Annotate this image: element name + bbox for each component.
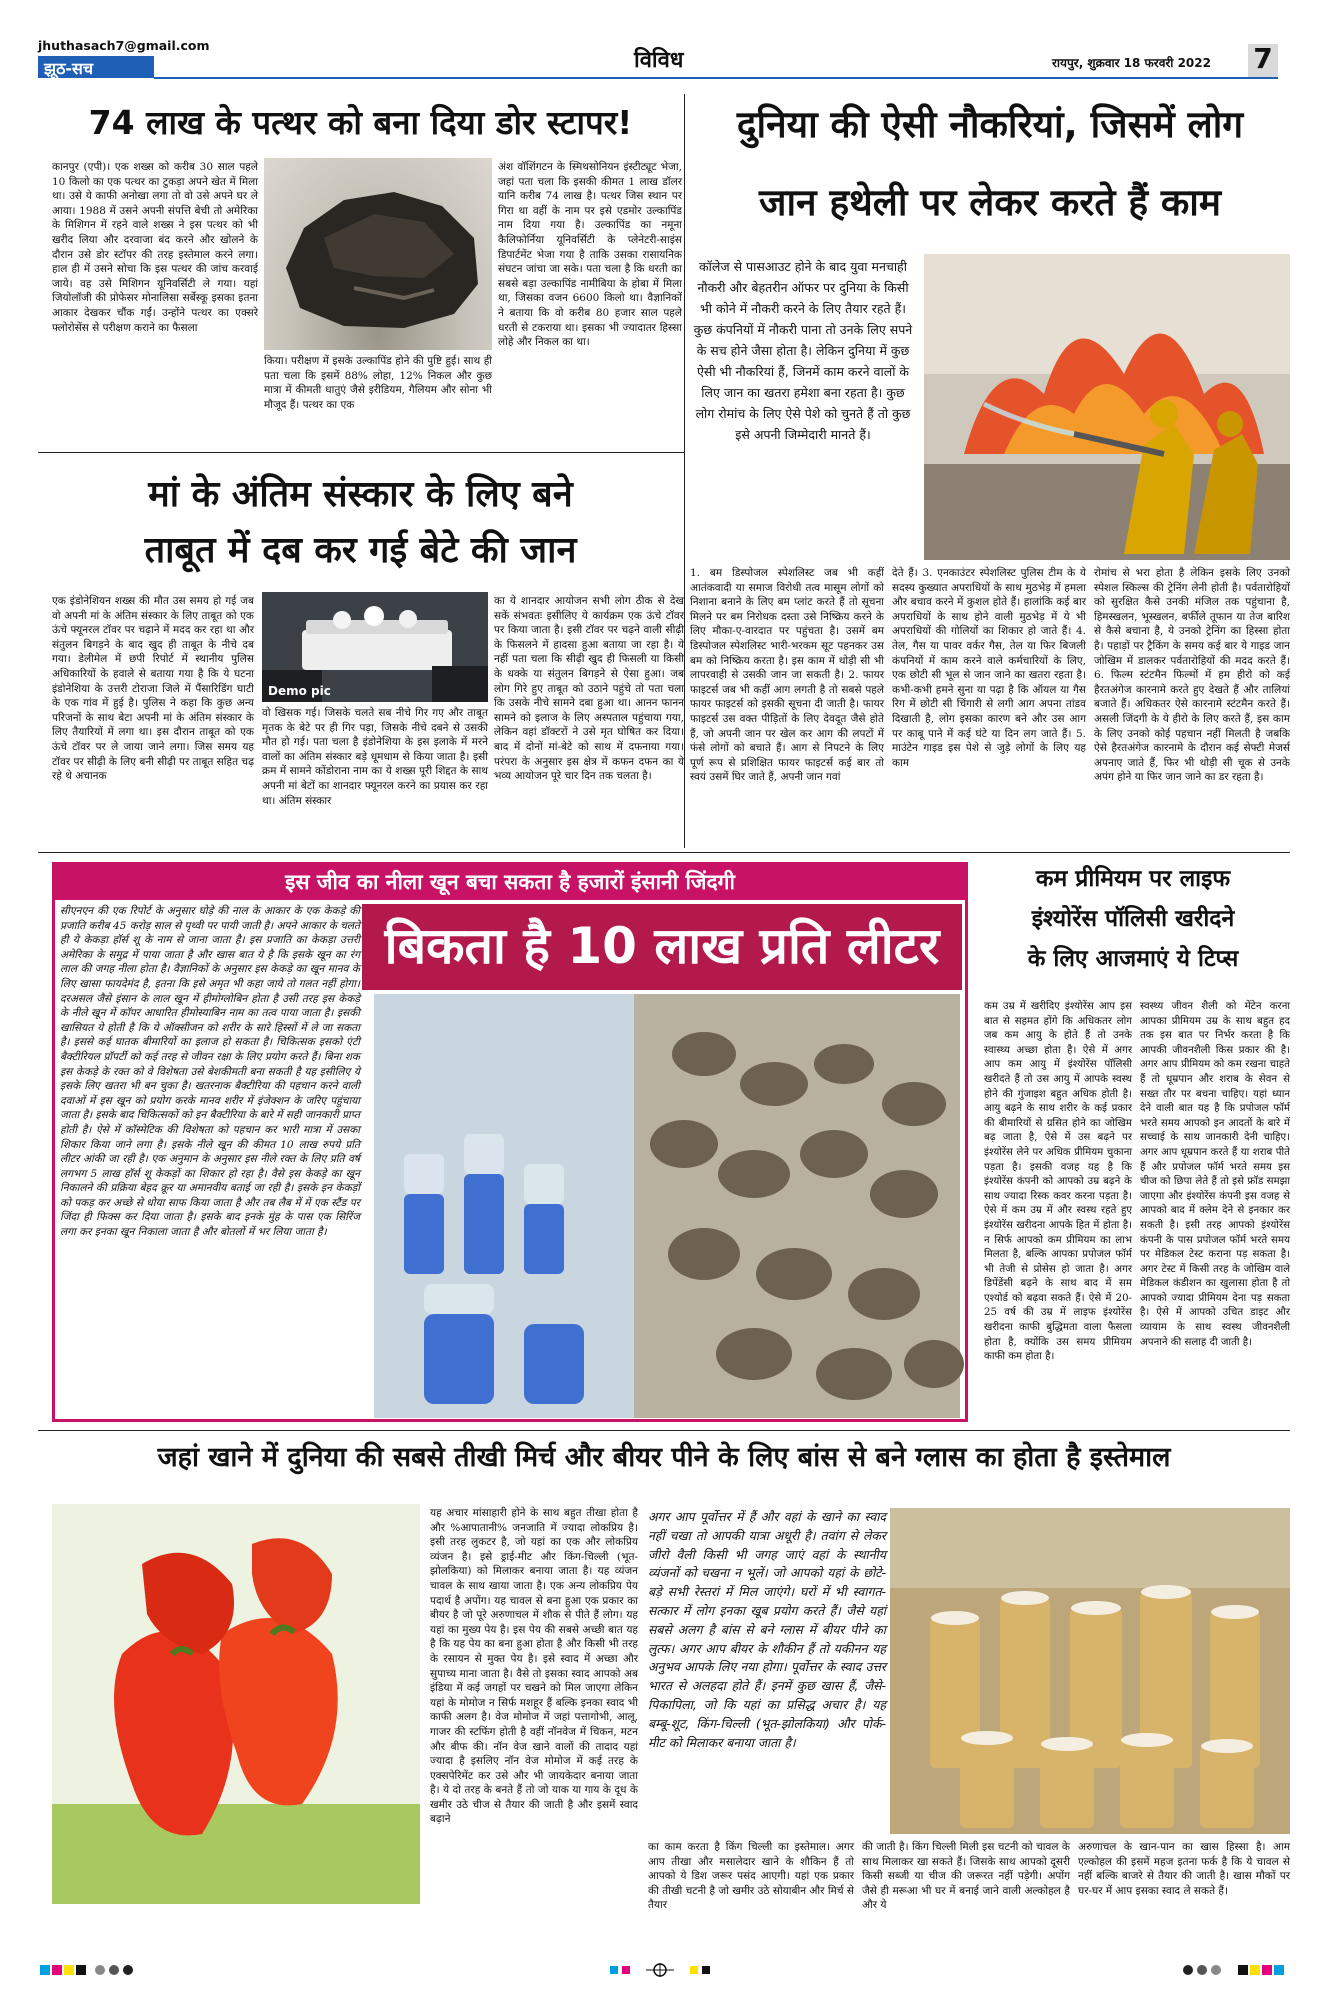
bamboo-glass-photo bbox=[890, 1508, 1290, 1834]
section-name: विविध bbox=[634, 48, 684, 73]
color-bar-icon bbox=[40, 1963, 160, 1977]
a3-intro: कॉलेज से पासआउट होने के बाद युवा मनचाही नौकरी और बेहतरीन ऑफर पर दुनिया के किसी भी कोने में नौकरी करने के लिए तैयार रहते हैं। कुछ कंपनियों में नौकरी पाना तो उनके लिए सपने के सच होने जैसा होता है। लेकिन दुनिया में कुछ ऐसी भी नौकरियां हैं, जिनमें काम करने वालों के लिए जान का खतरा हमेशा बना रहता है। कुछ लोग रोमांच के लिए ऐसे पेशे को चुनते हैं तो कुछ इसे अपनी जिम्मेदारी मानते हैं। bbox=[693, 259, 913, 442]
a5-headline-line1: कम प्रीमियम पर लाइफ bbox=[1035, 866, 1231, 892]
masthead bbox=[0, 0, 1323, 84]
a5-headline-line3: के लिए आजमाएं ये टिप्स bbox=[1027, 946, 1239, 972]
a1-col1: कानपुर (एपी)। एक शख्स को करीब 30 साल पहले 10 किलो का एक पत्थर का टुकड़ा अपने खेत में मिला था। उसे ये काफी अनोखा लगा तो वो उसे अपने घर ले आया। 1988 में उसने अपनी संपत्ति बेची तो अमेरिका के मिशिगन में रहने वाले शख्स ने इस पत्थर को भी खरीद लिया और दरवाजा बंद करने और खोलने के दौरान उसे डोर स्टॉपर की तरह इस्तेमाल करने लगा। हाल ही में उसने सोचा कि इस पत्थर की जांच करवाई जाये। वह उसे मिशिगन यूनिवर्सिटी ले गया। यहां जियोलॉजी की प्रोफेसर मोनालिसा सर्बेस्कू इसका इतना आकार देखकर चौंक गईं। उन्होंने पत्थर का एक्सरे फ्लोरोसेंस से परीक्षण कराने का फैसला bbox=[52, 161, 258, 334]
a2-col1: एक इंडोनेशियन शख्स की मौत उस समय हो गई जब वो अपनी मां के अंतिम संस्कार के लिए ताबूत को एक ऊंचे फ्यूनरल टॉवर पर चढ़ाने में मदद कर रहा था और संतुलन बिगड़ने के बाद खुद ही ताबूत के नीचे दब गया। डेलीमेल में छपी रिपोर्ट में स्थानीय पुलिस अधिकारियों के हवाले से बताया गया है कि ये घटना इंडोनेशिया के उत्तरी टोराजा जिले में पैंसारिडिंग घाटी के एक गांव में हुई है। पुलिस ने कहा कि कुछ अन्य परिजनों के साथ बेटा अपनी मां के अंतिम संस्कार के लिए तैयारियों में लगा था। इस दौरान ताबूत को एक ऊंचे टॉवर पर ले जाया जाने लगा। जिस समय यह टॉवर पर सीढ़ी के लिए बनी सीढ़ी पर ताबूत सहित चढ़ रहे थे अचानक bbox=[52, 595, 254, 783]
a1-bottom-rule bbox=[38, 452, 684, 453]
a6-b3: अरुणाचल के खान-पान का खास हिस्सा है। आम एल्कोहल की इसमें महज इतना फर्क है कि ये चावल से नहीं बल्कि बाजरे से तैयार की जाती है। खास मौकों पर घर-घर में आप इसका स्वाद ले सकते हैं। bbox=[1078, 1841, 1290, 1897]
registration-mark-icon bbox=[600, 1963, 720, 1977]
coffin-photo bbox=[262, 592, 488, 702]
crab-graphic bbox=[374, 994, 960, 1418]
coffin-photo-label: Demo pic bbox=[268, 684, 331, 698]
chili-graphic bbox=[52, 1504, 420, 1904]
a3-col2: देते हैं। 3. एनकाउंटर स्पेशलिस्ट पुलिस टीम के ये सदस्य कुख्यात अपराधियों के साथ मुठभेड़ में हमला और बचाव करने में कुशल होते हैं। हालांकि कई बार अपराधियों के साथ होने वाली मुठभेड़ में ये भी अपराधियों की गोलियों का शिकार हो जाते हैं। 4. तेल, गैस या पावर वर्कर गैस, तेल या फिर बिजली कंपनियों में काम करने वाले कर्मचारियों के लिए, एक छोटी सी भूल से जान जाने का खतरा रहता है। कभी-कभी हमने सुना या पढ़ा है कि ऑयल या गैस रिग में छोटी सी चिंगारी से लगी आग अपना तांडव दिखाती है, लोग इसका कारण बने और उस आग पर काबू पाने में कई घंटे या दिन लग जाते हैं। 5. माउंटेन गाइड इस पेशे से जुड़े लोगों के लिए यह काम bbox=[892, 567, 1086, 769]
horseshoe-crab-photo bbox=[374, 994, 960, 1418]
lower-rule bbox=[38, 1430, 1290, 1431]
a6-b2: की जाती है। किंग चिल्ली मिली इस चटनी को चावल के साथ मिलाकर खा सकते हैं। जिसके साथ आपको दूसरी किसी सब्जी या चीज की जरूरत नहीं पड़ेगी। अपोंग जैसे ही मरूआ भी घर में बनाई जाने वाली अल्कोहल है और ये bbox=[862, 1841, 1070, 1912]
a1-col3: अंश वॉशिंगटन के स्मिथसोनियन इंस्टीट्यूट भेजा, जहां पता चला कि इसकी कीमत 1 लाख डॉलर यानि करीब 74 लाख है। पत्थर जिस स्थान पर गिरा था वहीं के नाम पर इसे एडमोर उल्कापिंड नाम दिया गया है। उल्कापिंड का नमूना कैलिफोर्निया यूनिवर्सिटी के प्लेनेटरी-साइंस डिपार्टमेंट भेजा गया है ताकि उसका रासायनिक संघटन जांचा जा सके। पता चला है कि धरती का सबसे बड़ा उल्कापिंड नामीबिया के होबा में मिला था, जिसका वजन 6600 किलो था। वैज्ञानिकों ने बताया कि वो करीब 80 हजार साल पहले धरती से टकराया था। इसका भी ज्यादातर हिस्सा लोहे और निकल का था। bbox=[498, 161, 682, 349]
a3-col3: रोमांच से भरा होता है लेकिन इसके लिए उनको स्पेशल स्किल्स की ट्रेनिंग लेनी होती है। पर्वतारोहियों को सुरक्षित कैसे उनकी मंजिल तक पहुंचाना है, हिमस्खलन, भूस्खलन, बर्फीले तूफान या तेज बारिश से कैसे बचाना है, ये उनको ट्रेनिंग का हिस्सा होता है। पहाड़ों पर ट्रैकिंग के समय कई बार ये गाइड जान जोखिम में डालकर पर्वतारोहियों की मदद करते हैं। 6. फिल्म स्टंटमैन फिल्मों में हम हीरो को कई हैरतअंगेज कारनामे करते हुए देखते हैं और तालियां बजाते हैं। अधिकतर ऐसे कारनामे स्टंटमैन करते हैं। असली जिंदगी के ये हीरो के लिए करते हैं, इस काम के लिए उनको कोई पहचान नहीं मिलती है जबकि ऐसे हैरतअंगेज कारनामे के दौरान कई सेफ्टी मेजर्स अपनाए जाते हैं, फिर भी थोड़ी सी चूक से उनके अपंग होने या फिर जान जाने का डर रहता है। bbox=[1094, 567, 1290, 784]
bamboo-graphic bbox=[890, 1508, 1290, 1834]
a1-headline: 74 लाख के पत्थर को बना दिया डोर स्टापर! bbox=[88, 103, 633, 142]
a2-headline-line1: मां के अंतिम संस्कार के लिए बने bbox=[148, 474, 573, 515]
footer-registration-center bbox=[600, 1962, 720, 1976]
a4-headline: बिकता है 10 लाख प्रति लीटर bbox=[384, 917, 940, 975]
meteorite-photo bbox=[264, 158, 492, 350]
a6-b1: का काम करता है किंग चिल्ली का इस्तेमाल। अगर आप तीखा और मसालेदार खाने के शौकिन हैं तो आपको ये डिश जरूर पसंद आएगी। यहां एक प्रकार की तीखी चटनी है जो खमीर उठे सोयाबीन और मिर्च से तैयार bbox=[648, 1841, 854, 1912]
a2-col3: का ये शानदार आयोजन सभी लोग ठीक से देख सकें संभवतः इसीलिए ये कार्यक्रम एक ऊंचे टॉवर पर किया जाता है। इसी टॉवर पर चढ़ने वाली सीढ़ी के फिसलने में हादसा हुआ बताया जा रहा है। ये नहीं पता चला कि सीढ़ी खुद ही फिसली या किसी के धक्के या संतुलन बिगड़ने से ऐसा हुआ। जब लोग गिरे हुए ताबूत को उठाने पहुंचे तो पता चला कि उसके नीचे सामने दबा हुआ था। आनन फानन सामने को इलाज के लिए अस्पताल पहुंचाया गया, लेकिन वहां डॉक्टरों ने उसे मृत घोषित कर दिया। बाद में दोनों मां-बेटे को साथ में दफनाया गया। परंपरा के अनुसार इस क्षेत्र में कफन दफन का ये भव्य आयोजन पूरे चार दिन तक चलता है। bbox=[494, 595, 684, 783]
masthead-email: jhuthasach7@gmail.com bbox=[38, 38, 210, 53]
a3-col1: 1. बम डिस्पोजल स्पेशलिस्ट जब भी कहीं आतंकवादी या समाज विरोधी तत्व मासूम लोगों को निशाना बनाने के लिए बम प्लांट करते हैं तो सूचना मिलने पर बम निरोधक दस्ता उसे निष्क्रिय करने के लिए मौका-ए-वारदात पर पहुंचता है। उसमें बम डिस्पोजल स्पेशलिस्ट भारी-भरकम सूट पहनकर उस बम को निष्क्रिय करता है। इस काम में थोड़ी सी भी लापरवाही से उसकी जान जा सकती है। 2. फायर फाइटर्स जब भी कहीं आग लगती है तो सबसे पहले फायर फाइटर्स को इसकी सूचना दी जाती है। फायर फाइटर्स उस वक्त पीड़ितों के लिए देवदूत जैसे होते हैं, जो अपनी जान पर खेल कर आग की लपटों में फंसे लोगों को बचाते हैं। आग से निपटने के लिए पूर्ण रूप से प्रशिक्षित फायर फाइटर्स कई बार तो स्वयं उसमें घिर जाते हैं, अपनी जान गवां bbox=[690, 567, 884, 784]
masthead-rule bbox=[154, 77, 1278, 79]
a4-text: सीएनएन की एक रिपोर्ट के अनुसार घोड़े की नाल के आकार के एक केकड़े की प्रजाति करीब 45 करोड़ साल से पृथ्वी पर पायी जाती है। अपने आकार के चलते ही ये केकड़ा हॉर्स शू के नाम से जाना जाता है। इस प्रजाति का केकड़ा उत्तरी अमेरिका के समुद्र में पाया जाता है और खास बात ये है कि इसके खून का रंग लाल की जगह नीला होता है। वैज्ञानिकों के अनुसार इस केकड़े का खून मानव के लिए खासा फायदेमंद है, इतना कि इसे अमृत भी कहा जाये तो गलत नहीं होगा। दरअसल जैसे इंसान के लाल खून में हीमोग्लोबिन होता है उसी तरह इस केकड़े के नीले खून में कॉपर आधारित हीमोस्याबिन नाम का तत्व पाया जाता है। इसकी खासियत ये होती है कि ये ऑक्सीजन को शरीर के सारे हिस्सों में ले जा सकता है। इससे कई घातक बीमारियों का इलाज हो सकता है। चिकित्सक इसको एंटी बैक्टीरियल प्रॉपर्टी को कई तरह से जीवन रक्षा के लिए प्रयोग करते हैं। बिना शक इस केकड़े के रक्त को वे विशेषता उसे बेशकीमती बना सकती है यह इसीलिए ये इसके लिए खतरा भी बन चुका है। खतरनाक बैक्टीरिया की पहचान करने वाली दवाओं में इस खून को प्रयोग करके मानव शरीर में इंजेक्शन के जरिए पहुंचाया जाता है। इसके बाद चिकित्सकों को इन बैक्टीरिया के बारे में सही जानकारी प्राप्त होती है। ऐसे में कॉस्मेटिक की विशेषता को पहचान कर भारी मात्रा में उसका शिकार किया जाने लगा है। इसके नीले खून की कीमत 10 लाख रुपये प्रति लीटर आंकी जा रही है। एक अनुमान के अनुसार इस नीले रक्त के लिए प्रति वर्ष लगभग 5 लाख हॉर्स शू केकड़ों का शिकार हो रहा है। वैसे इस केकड़े का खून निकालने की प्रक्रिया बेहद क्रूर या अमानवीय बताई जा रही है। इसके इन केकड़ों को पकड़ कर अच्छे से धोया साफ किया जाता है और तब लैब में में एक स्टैंड पर जिंदा ही फिक्स कर दिया जाता है। इसके बाद इनके मुंह के पास एक सिरिंज लगा कर इनका खून निकाला जाता है और बोतलों में भर लिया जाता है। bbox=[60, 905, 360, 1239]
a4-kicker: इस जीव का नीला खून बचा सकता है हजारों इंसानी जिंदगी bbox=[285, 870, 735, 894]
a3-headline-line2: जान हथेली पर लेकर करते हैं काम bbox=[758, 181, 1221, 224]
chili-photo bbox=[52, 1504, 420, 1904]
a1-col2-bottom: किया। परीक्षण में इसके उल्कापिंड होने की पुष्टि हुई। साथ ही पता चला कि इसमें 88% लोहा, 12% निकल और कुछ मात्रा में कीमती धातुएं जैसे इरीडियम, गैलियम और सोना भी मौजूद हैं। पत्थर का एक bbox=[264, 355, 492, 411]
footer-registration-right bbox=[1168, 1962, 1288, 1976]
a5-col1: कम उम्र में खरीदिए इंश्योरेंस आप इस बात से सहमत होंगे कि अधिकतर लोग जब कम आयु के होते हैं तो उनके स्वास्थ्य अच्छा होता है। ऐसे में अगर आप कम आयु में इंश्योरेंस पॉलिसी खरीदते हैं तो उस आयु में आपके स्वस्थ होने की गुंजाइश बहुत अधिक होती है। आयु बढ़ने के साथ शरीर के कई प्रकार की बीमारियों से ग्रसित होने का जोखिम बढ़ जाता है, ऐसे में उस बढ़ने पर इंश्योरेंस लेने पर अधिक प्रीमियम चुकाना पड़ता है। इसकी वजह यह है कि इंश्योरेंस कंपनी को आपको उम्र बढ़ने के साथ ज्यादा रिस्क कवर करना पड़ता है। ऐसे में कम उम्र में और स्वस्थ रहते हुए इंश्योरेंस खरीदना आपके हित में होता है। न सिर्फ आपको कम प्रीमियम का लाभ मिलता है, बल्कि आपका प्रपोजल फॉर्म भी तेजी से प्रोसेस हो जाता है। अगर डिपेंडेंसी बढ़ने के साथ बाद में सम एश्योर्ड को बढ़वा सकते हैं। ऐसे में 20-25 वर्ष की उम्र में लाइफ इंश्योरेंस खरीदना काफी बुद्धिमता वाला फैसला होता है, क्योंकि उस समय प्रीमियम काफी कम होता है। bbox=[984, 1001, 1132, 1363]
firefighter-photo bbox=[924, 254, 1290, 560]
dateline: रायपुर, शुक्रवार 18 फरवरी 2022 bbox=[1052, 56, 1211, 70]
color-bar-icon bbox=[1168, 1963, 1288, 1977]
page-number: 7 bbox=[1253, 42, 1273, 75]
a6-panel: अगर आप पूर्वोत्तर में हैं और वहां के खाने का स्वाद नहीं चखा तो आपकी यात्रा अधूरी है। तवांग से लेकर जीरो वैली किसी भी जगह जाएं वहां के स्थानीय व्यंजनों को चखना न भूलें। जो आपको यहां के छोटे-बड़े सभी रेस्तरां में मिल जाएंगे। घरों में भी स्वागत-सत्कार में लोग इनका खूब प्रयोग करते हैं। जैसे यहां सबसे अलग है बांस से बने ग्लास में बीयर पीने का लुत्फ। अगर आप बीयर के शौकीन हैं तो यकीनन यह अनुभव आपके लिए नया होगा। पूर्वोत्तर के स्वाद उत्तर भारत से अलहदा होते हैं। इनमें कुछ खास हैं, जैसे-पिकापिला, जो कि यहां का प्रसिद्ध अचार है। यह बम्बू-शूट, किंग-चिल्ली (भूत-झोलकिया) और पोर्क-मीट को मिलाकर बनाया जाता है। bbox=[648, 1509, 886, 1750]
a5-col2: स्वस्थ्य जीवन शैली को मेंटेन करना आपका प्रीमियम उम्र के साथ बहुत हद तक इस बात पर निर्भर करता है कि आपकी जीवनशैली किस प्रकार की है। अगर आप प्रीमियम को कम रखना चाहते हैं तो धूम्रपान और शराब के सेवन से सख्त तौर पर बचना चाहिए। यहां ध्यान देने वाली बात यह है कि प्रपोजल फॉर्म भरते समय आपको इन आदतों के बारे में सच्चाई के साथ जानकारी देनी चाहिए। अगर आप धूम्रपान करते हैं या शराब पीते हैं और प्रपोजल फॉर्म भरते समय इस चीज को छिपा लेते हैं तो इसे फ्रॉड समझा जाएगा और इंश्योरेंस कंपनी इस वजह से आपको बाद में क्लेम देने से इनकार कर सकती है। इसी तरह आपको इंश्योरेंस कंपनी के पास प्रपोजल फॉर्म भरते समय पर मेडिकल टेस्ट कराना पड़ सकता है। अगर टेस्ट में किसी तरह के जोखिम वाले मेडिकल कंडीशन का खुलासा होता है तो आपको ज्यादा प्रीमियम देना पड़ सकता है। ऐसे में आपको उचित डाइट और व्यायाम के साथ स्वस्थ जीवनशैली अपनाने की सलाह दी जाती है। bbox=[1140, 1001, 1290, 1348]
a2-headline-line2: ताबूत में दब कर गई बेटे की जान bbox=[144, 530, 577, 571]
a6-col1: यह अचार मांसाहारी होने के साथ बहुत तीखा होता है और %आपातानी% जनजाति में ज्यादा लोकप्रिय है। इसी तरह लुकटर है, जो यहां का एक और लोकप्रिय व्यंजन है। इसे ड्राई-मीट और किंग-चिल्ली (भूत-झोलकिया) को मिलाकर बनाया जाता है। यह व्यंजन चावल के साथ खाया जाता है। एक अन्य लोकप्रिय पेय पदार्थ है अपोंग। यह चावल से बना हुआ एक प्रकार का बीयर है जो पूरे अरुणाचल में शौक से पीते हैं लोग। यह यहां का मुख्य पेय है। इस पेय की सबसे अच्छी बात यह है कि यह पेय का बना हुआ होता है और किसी भी तरह के रसायन से मुक्त पेय है। इसे स्वाद में अच्छा और सुपाच्य माना जाता है। वैसे तो इसका स्वाद आपको अब इंडिया में कई जगहों पर चखने को मिल जाएगा लेकिन यहां के मोमोज न सिर्फ मशहूर हैं बल्कि इनका स्वाद भी काफी अलग है। वेज मोमोज में जहां पत्तागोभी, आलू, गाजर की स्टफिंग होती है वहीं नॉनवेज में चिकन, मटन और बीफ की। नॉन वेज खाने वालों की तादाद यहां ज्यादा है इसलिए नॉन वेज मोमोज में कई तरह के एक्सपेरिमेंट कर उसे और भी जायकेदार बनाया जाता है। ये दो तरह के बनते हैं तो जो याक या गाय के दूध के खमीर उठे चीज से तैयार की जाती है और इसमें स्वाद बढ़ाने bbox=[430, 1507, 638, 1826]
section-label: झूठ-सच bbox=[44, 59, 94, 78]
a2-col2-bottom: वो खिसक गई। जिसके चलते सब नीचे गिर गए और ताबूत मृतक के बेटे पर ही गिर पड़ा, जिसके नीचे दबने से उसकी मौत हो गई। पता चला है इंडोनेशिया के इस इलाके में मरने वालों का अंतिम संस्कार बड़े धूमधाम से किया जाता है। इसी क्रम में सामने कोंडोराना नाम का ये शख्स पूरी शिद्दत के साथ अपनी मां बेटों का शानदार फ्यूनरल करने का प्रयास कर रहा था। अंतिम संस्कार bbox=[262, 707, 488, 807]
a6-headline: जहां खाने में दुनिया की सबसे तीखी मिर्च और बीयर पीने के लिए बांस से बने ग्लास का होता है इस्तेमाल bbox=[157, 1442, 1171, 1473]
a5-headline-line2: इंश्योरेंस पॉलिसी खरीदने bbox=[1031, 906, 1235, 932]
meteorite-graphic bbox=[264, 158, 492, 350]
a3-divider bbox=[684, 94, 685, 848]
a3-headline-line1: दुनिया की ऐसी नौकरियां, जिसमें लोग bbox=[736, 103, 1244, 146]
mid-rule bbox=[38, 852, 1290, 853]
firefighter-graphic bbox=[924, 254, 1290, 560]
footer-registration-left bbox=[40, 1962, 160, 1976]
